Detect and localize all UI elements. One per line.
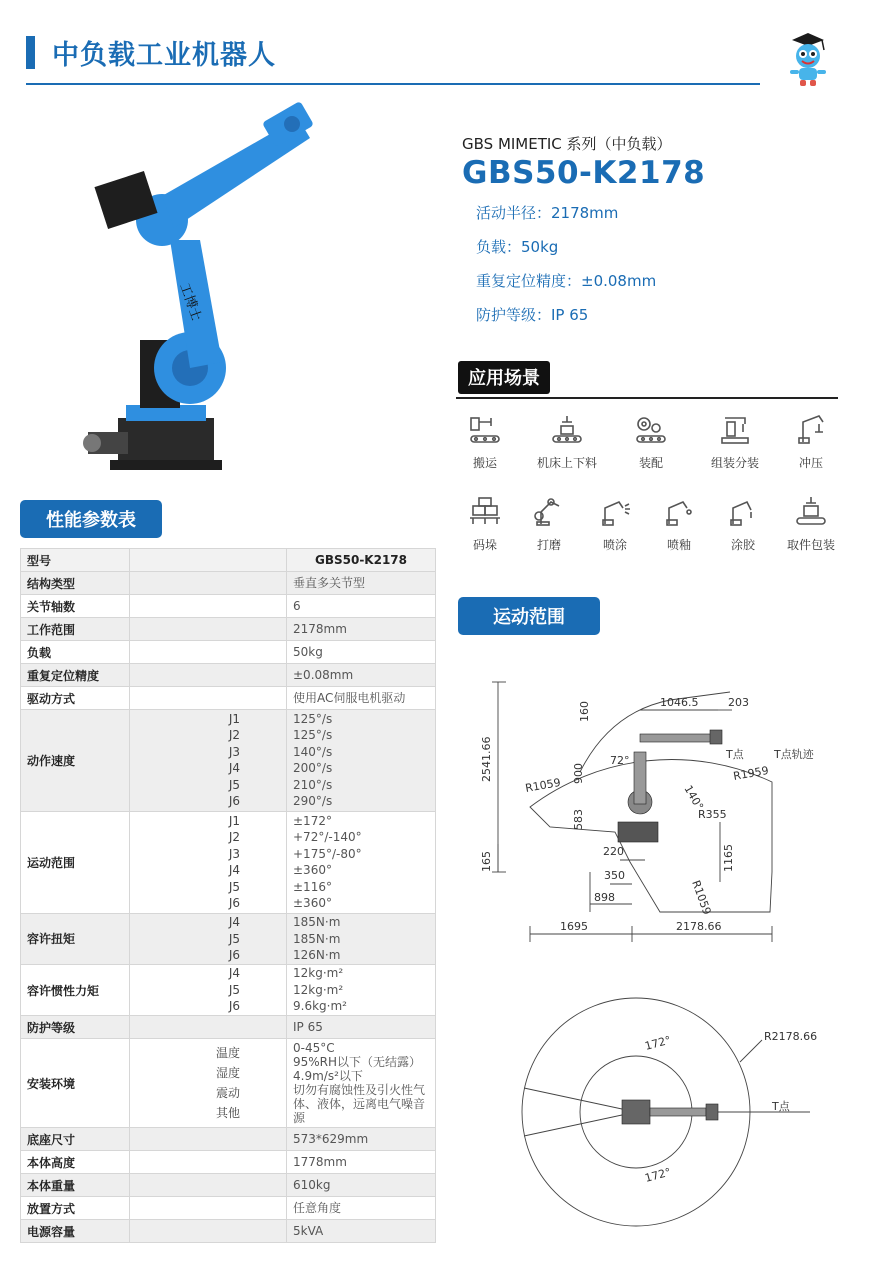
param-value	[287, 572, 436, 595]
table-row	[21, 618, 436, 641]
param-sub	[130, 1197, 287, 1220]
table-row	[21, 1220, 436, 1243]
sub-value: 50kg	[293, 644, 323, 659]
param-label: 容许惯性力矩	[21, 964, 130, 1015]
sub-value: 使用AC伺服电机驱动	[293, 690, 406, 705]
param-value	[287, 913, 436, 964]
param-value	[287, 964, 436, 1015]
dim-label: 583	[572, 809, 585, 830]
scene-label: 打磨	[536, 538, 561, 552]
sub-value: 95%RH以下（无结露）	[293, 1055, 422, 1070]
spec-payload: 负载：50kg	[476, 238, 559, 256]
sub-label: 湿度	[215, 1066, 240, 1081]
param-value	[287, 1016, 436, 1039]
model-name: GBS50-K2178	[462, 155, 706, 191]
sub-value: 任意角度	[293, 1201, 342, 1216]
scenes-title: 应用场景	[458, 361, 550, 394]
dim-label: 1695	[560, 920, 588, 933]
param-label: 安装环境	[21, 1039, 130, 1128]
param-sub	[130, 618, 287, 641]
sub-value: 0-45°C	[293, 1041, 335, 1056]
sub-value: +72°/-140°	[293, 830, 362, 845]
robot-photo	[70, 100, 330, 480]
gears-icon	[633, 412, 669, 448]
spray-arm-icon	[597, 494, 633, 530]
scene-label: 装配	[638, 456, 663, 470]
spec-repeatability: 重复定位精度：±0.08mm	[476, 272, 657, 290]
table-row	[21, 1039, 436, 1128]
sub-value: 185N·m	[293, 931, 341, 946]
scene-stamping	[778, 412, 844, 471]
param-label: 防护等级	[21, 1016, 130, 1039]
scene-handling	[452, 412, 518, 471]
scene-sorting	[702, 412, 768, 471]
side-view-diagram	[470, 672, 840, 962]
param-label: 结构类型	[21, 572, 130, 595]
dim-label: 2541.66	[480, 736, 493, 782]
param-label: 重复定位精度	[21, 664, 130, 687]
param-value	[287, 1151, 436, 1174]
dim-label: R2178.66	[764, 1030, 818, 1043]
scene-assembly	[618, 412, 684, 471]
param-sub	[130, 641, 287, 664]
param-value	[287, 1197, 436, 1220]
sub-value: 垂直多关节型	[293, 575, 366, 590]
sub-value: ±360°	[293, 896, 332, 911]
scene-palletizing	[452, 494, 518, 553]
page-title: 中负载工业机器人	[52, 40, 276, 71]
dim-label: R1059	[689, 878, 714, 917]
spec-radius: 活动半径：2178mm	[476, 204, 619, 222]
dim-label: 72°	[610, 754, 630, 767]
table-row	[21, 964, 436, 1015]
sub-value: 5kVA	[293, 1224, 324, 1239]
sub-label: J6	[228, 794, 240, 809]
param-value	[287, 549, 436, 572]
scene-glazing	[646, 494, 712, 553]
param-label: 容许扭矩	[21, 913, 130, 964]
sub-label: J4	[228, 863, 240, 878]
table-row	[21, 1151, 436, 1174]
param-label: 电源容量	[21, 1220, 130, 1243]
dim-label: R355	[698, 808, 727, 821]
param-sub	[130, 1151, 287, 1174]
scene-label: 喷涂	[602, 538, 627, 552]
series-name: GBS MIMETIC 系列（中负载）	[462, 135, 672, 153]
param-value	[287, 664, 436, 687]
sub-value: 4.9m/s²以下	[293, 1069, 363, 1084]
scene-label: 冲压	[798, 456, 823, 470]
param-value	[287, 1128, 436, 1151]
dim-label: 160	[578, 701, 591, 722]
sub-label: J1	[228, 813, 240, 828]
dim-label: T点轨迹	[774, 748, 814, 761]
sub-label: 震动	[215, 1086, 240, 1101]
sub-value: 12kg·m²	[293, 982, 344, 997]
param-sub	[130, 964, 287, 1015]
sub-value: ±116°	[293, 879, 332, 894]
scene-label: 喷釉	[666, 538, 691, 552]
sub-label: J3	[228, 846, 240, 861]
sub-label: J2	[228, 728, 240, 743]
dim-label: T点	[772, 1100, 790, 1113]
scene-machine-tending	[534, 412, 600, 471]
sub-value: 6	[293, 598, 301, 613]
table-row	[21, 1174, 436, 1197]
press-arm-icon	[793, 412, 829, 448]
sub-label: J6	[228, 999, 240, 1014]
sub-value: 125°/s	[293, 711, 333, 726]
table-row	[21, 1016, 436, 1039]
sub-value: 573*629mm	[293, 1132, 369, 1147]
sub-value: 切勿有腐蚀性及引火性气体、液体，远离电气噪音源	[293, 1083, 426, 1126]
sub-value: GBS50-K2178	[314, 552, 407, 567]
sub-value: 1778mm	[293, 1155, 347, 1170]
scenes-divider	[456, 397, 838, 399]
sub-label: J6	[228, 948, 240, 963]
scene-label: 组装分装	[710, 456, 759, 470]
sub-value: 290°/s	[293, 794, 333, 809]
sub-label: 其他	[215, 1106, 240, 1121]
param-value	[287, 1039, 436, 1128]
param-value	[287, 710, 436, 812]
param-sub	[130, 1220, 287, 1243]
dim-label: R1959	[732, 763, 770, 783]
param-sub	[130, 710, 287, 812]
scene-label: 取件包装	[786, 538, 835, 552]
dim-label: 350	[604, 869, 625, 882]
sub-label: J4	[228, 915, 240, 930]
sub-label: J3	[228, 744, 240, 759]
header-divider	[26, 83, 760, 85]
pallet-boxes-icon	[467, 494, 503, 530]
glue-arm-icon	[725, 494, 761, 530]
param-label: 运动范围	[21, 811, 130, 913]
sub-value: ±0.08mm	[293, 667, 354, 682]
param-sub	[130, 913, 287, 964]
param-label: 型号	[21, 549, 130, 572]
sub-label: J4	[228, 761, 240, 776]
sub-value: 9.6kg·m²	[293, 999, 347, 1014]
sub-value: 610kg	[293, 1178, 331, 1193]
performance-title: 性能参数表	[20, 500, 162, 538]
table-row	[21, 641, 436, 664]
table-row	[21, 913, 436, 964]
table-row	[21, 687, 436, 710]
scene-grinding	[516, 494, 582, 553]
sub-value: 185N·m	[293, 915, 341, 930]
table-row	[21, 664, 436, 687]
table-row	[21, 1197, 436, 1220]
param-sub	[130, 549, 287, 572]
scene-packaging	[778, 494, 844, 553]
param-sub	[130, 595, 287, 618]
dim-label: 1165	[722, 844, 735, 872]
param-label: 动作速度	[21, 710, 130, 812]
sub-label: J5	[228, 982, 240, 997]
dim-label: T点	[726, 748, 744, 761]
param-value	[287, 811, 436, 913]
scene-gluing	[710, 494, 776, 553]
table-row	[21, 595, 436, 618]
dim-label: R1059	[524, 775, 562, 795]
table-row	[21, 549, 436, 572]
package-icon	[793, 494, 829, 530]
motion-title: 运动范围	[458, 597, 600, 635]
sub-label: J2	[228, 830, 240, 845]
param-sub	[130, 687, 287, 710]
glaze-arm-icon	[661, 494, 697, 530]
scene-label: 涂胶	[730, 538, 755, 552]
param-value	[287, 595, 436, 618]
param-label: 底座尺寸	[21, 1128, 130, 1151]
param-value	[287, 618, 436, 641]
dim-label: 172°	[643, 1033, 673, 1053]
robot-cell-icon	[717, 412, 753, 448]
sub-value: 12kg·m²	[293, 966, 344, 981]
sub-label: J5	[228, 777, 240, 792]
param-sub	[130, 572, 287, 595]
sub-value: 140°/s	[293, 744, 333, 759]
param-value	[287, 1220, 436, 1243]
table-row	[21, 710, 436, 812]
sub-value: 200°/s	[293, 761, 333, 776]
sub-value: 125°/s	[293, 728, 333, 743]
sub-label: J1	[228, 711, 240, 726]
dim-label: 203	[728, 696, 749, 709]
param-sub	[130, 1039, 287, 1128]
arm-lettering: 工博士	[176, 281, 204, 324]
dim-label: 900	[572, 763, 585, 784]
param-value	[287, 1174, 436, 1197]
sub-label: J6	[228, 896, 240, 911]
sub-value: 210°/s	[293, 777, 333, 792]
scene-spraying	[582, 494, 648, 553]
param-label: 负载	[21, 641, 130, 664]
table-row	[21, 572, 436, 595]
mascot-logo	[778, 30, 838, 88]
dim-label: 172°	[643, 1165, 673, 1185]
dim-label: 165	[480, 851, 493, 872]
param-sub	[130, 1016, 287, 1039]
top-view-diagram	[510, 992, 840, 1232]
scene-label: 机床上下料	[536, 456, 597, 470]
sub-value: ±360°	[293, 863, 332, 878]
performance-table	[20, 548, 436, 1243]
table-row	[21, 811, 436, 913]
param-sub	[130, 1174, 287, 1197]
dim-label: 2178.66	[676, 920, 722, 933]
dim-label: 220	[603, 845, 624, 858]
spec-protection: 防护等级：IP 65	[476, 306, 589, 324]
param-sub	[130, 664, 287, 687]
sub-value: 126N·m	[293, 948, 341, 963]
param-label: 本体高度	[21, 1151, 130, 1174]
param-label: 本体重量	[21, 1174, 130, 1197]
title-accent-bar	[26, 36, 35, 69]
dim-label: 140°	[681, 783, 706, 813]
param-sub	[130, 811, 287, 913]
param-sub	[130, 1128, 287, 1151]
scene-label: 码垛	[472, 538, 497, 552]
sub-value: 2178mm	[293, 621, 347, 636]
conveyor-arm-icon	[467, 412, 503, 448]
scene-label: 搬运	[472, 456, 497, 470]
param-label: 放置方式	[21, 1197, 130, 1220]
sub-label: J5	[228, 931, 240, 946]
sub-value: ±172°	[293, 813, 332, 828]
sub-label: J4	[228, 966, 240, 981]
param-label: 关节轴数	[21, 595, 130, 618]
param-label: 工作范围	[21, 618, 130, 641]
param-value	[287, 641, 436, 664]
machine-loading-icon	[549, 412, 585, 448]
param-value	[287, 687, 436, 710]
table-row	[21, 1128, 436, 1151]
dim-label: 898	[594, 891, 615, 904]
sub-value: IP 65	[293, 1020, 323, 1035]
param-label: 驱动方式	[21, 687, 130, 710]
grinding-arm-icon	[531, 494, 567, 530]
dim-label: 1046.5	[660, 696, 699, 709]
sub-value: +175°/-80°	[293, 846, 362, 861]
sub-label: J5	[228, 879, 240, 894]
sub-label: 温度	[215, 1046, 240, 1061]
